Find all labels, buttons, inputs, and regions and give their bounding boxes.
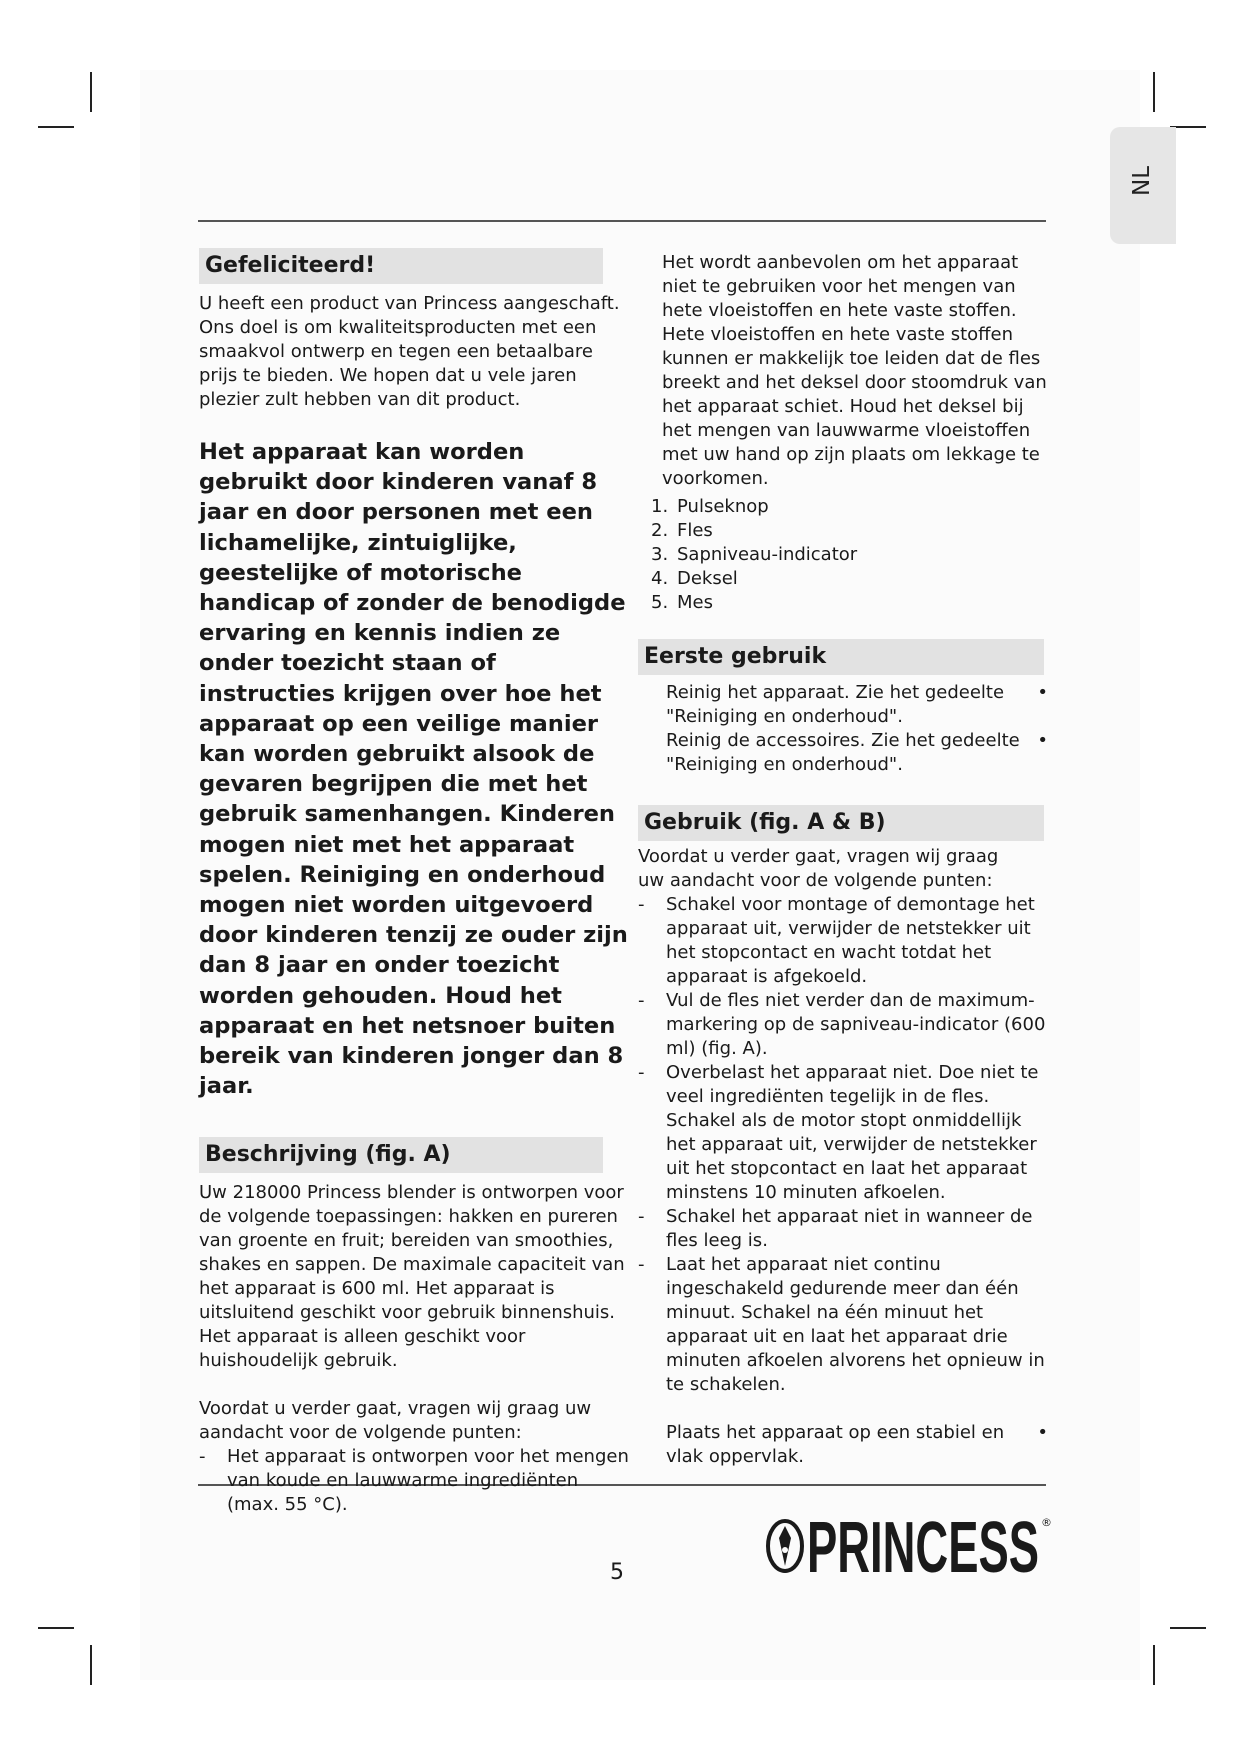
- dash-bullet: -: [638, 1062, 645, 1083]
- item-text: Reinig de accessoires. Zie het gedeelte "Reiniging en onderhoud".: [666, 730, 1020, 775]
- dash-bullet: -: [199, 1446, 206, 1468]
- list-item: [638, 495, 1058, 519]
- dash-bullet: -: [638, 1206, 645, 1227]
- left-column: [199, 248, 629, 1517]
- list-item: [638, 1253, 1048, 1397]
- bullet-dot: •: [1037, 730, 1048, 751]
- dash-bullet: -: [638, 1254, 645, 1275]
- item-label: Sapniveau-indicator: [677, 544, 858, 565]
- bullet-dot: •: [1037, 682, 1048, 703]
- first-use-list: [638, 681, 1058, 777]
- item-label: Mes: [677, 592, 713, 613]
- usage-intro: Voordat u verder gaat, vragen wij graag uw aandacht voor de volgende punten:: [638, 846, 999, 891]
- item-text: Vul de fles niet verder dan de maximum-markering op de sapniveau-indicator (600 ml) (fig. A).: [666, 990, 1046, 1059]
- list-item: [638, 591, 1058, 615]
- dash-bullet: -: [638, 894, 645, 915]
- description-text: Uw 218000 Princess blender is ontworpen voor de volgende toepassingen: hakken en pureren van groente en fruit; bereiden van smoothies, shakes en sappen. De maximale capaciteit van het apparaat is 600 ml. Het apparaat is uitsluitend geschikt voor gebruik binnenshuis. Het apparaat is alleen geschikt voor huishoudelijk gebruik.: [199, 1182, 625, 1372]
- list-item: [638, 1205, 1048, 1253]
- hot-liquid-warning: Het wordt aanbevolen om het apparaat niet te gebruiken voor het mengen van hete vloeistoffen en hete vaste stoffen. Hete vloeistoffen en hete vaste stoffen kunnen er makkelijk toe leiden dat de fles breekt and het deksel door stoomdruk van het apparaat schiet. Houd het deksel bij het mengen van lauwwarme vloeistoffen met uw hand op zijn plaats om lekkage te voorkomen.: [662, 252, 1047, 489]
- safety-text: Het apparaat kan worden gebruikt door kinderen vanaf 8 jaar en door personen met een lichamelijke, zintuiglijke, geestelijke of motorische handicap of zonder de benodigde ervaring en kennis indien ze onder toezicht staan of instructies krijgen over hoe het apparaat op een veilige manier kan worden gebruikt alsook de gevaren begrijpen die met het gebruik samenhangen. Kinderen mogen niet met het apparaat spelen. Reiniging en onderhoud mogen niet worden uitgevoerd door kinderen tenzij ze ouder zijn dan 8 jaar en onder toezicht worden gehouden. Houd het apparaat en het netsnoer buiten bereik van kinderen jonger dan 8 jaar.: [199, 439, 628, 1100]
- congrats-text: U heeft een product van Princess aangeschaft. Ons doel is om kwaliteitsproducten met een smaakvol ontwerp en tegen een betaalbare prijs te bieden. We hopen dat u vele jaren plezier zult hebben van dit product.: [199, 293, 620, 410]
- page-number: 5: [610, 1560, 624, 1585]
- list-item: [638, 567, 1058, 591]
- crown-emblem-icon: [768, 1521, 802, 1571]
- crop-mark: [1153, 1645, 1155, 1685]
- attention-item: [199, 1445, 629, 1517]
- item-number: 5.: [651, 592, 669, 613]
- list-item: [638, 729, 1058, 777]
- parts-list: [638, 495, 1058, 615]
- item-number: 3.: [651, 544, 669, 565]
- crop-mark: [38, 1627, 74, 1629]
- item-text: Laat het apparaat niet continu ingeschakeld gedurende meer dan één minuut. Schakel na één minuut het apparaat uit en laat het apparaat drie minuten afkoelen alvorens het opnieuw in te schakelen.: [666, 1254, 1045, 1395]
- item-text: Plaats het apparaat op een stabiel en vlak oppervlak.: [666, 1422, 1005, 1467]
- crop-mark: [38, 126, 74, 128]
- item-text: Overbelast het apparaat niet. Doe niet te veel ingrediënten tegelijk in de fles. Schakel als de motor stopt onmiddellijk het apparaat uit, verwijder de netstekker uit het stopcontact en laat het apparaat minstens 10 minuten afkoelen.: [666, 1062, 1039, 1203]
- list-item: [638, 893, 1048, 989]
- item-number: 2.: [651, 520, 669, 541]
- language-label: NL: [1129, 165, 1155, 197]
- right-column: [638, 251, 1058, 1469]
- item-number: 1.: [651, 496, 669, 517]
- list-item: [638, 519, 1058, 543]
- attention-intro: Voordat u verder gaat, vragen wij graag uw aandacht voor de volgende punten:: [199, 1398, 592, 1444]
- item-number: 4.: [651, 568, 669, 589]
- registered-mark: ®: [1041, 1516, 1052, 1529]
- brand-wordmark: PRINCESS: [807, 1508, 1039, 1583]
- bullet-dot: •: [1037, 1422, 1048, 1443]
- dash-bullet: -: [638, 990, 645, 1011]
- list-item: [638, 681, 1058, 729]
- item-text: Schakel voor montage of demontage het apparaat uit, verwijder de netstekker uit het stopcontact en wacht totdat het apparaat is afgekoeld.: [666, 894, 1035, 987]
- crop-mark: [90, 1645, 92, 1685]
- crop-mark: [1170, 1627, 1206, 1629]
- item-label: Fles: [677, 520, 713, 541]
- item-text: Schakel het apparaat niet in wanneer de fles leeg is.: [666, 1206, 1033, 1251]
- crop-mark: [1153, 72, 1155, 112]
- first-use-heading: Eerste gebruik: [638, 639, 1044, 675]
- item-text: Reinig het apparaat. Zie het gedeelte "Reiniging en onderhoud".: [666, 682, 1005, 727]
- princess-logo: [763, 1508, 1053, 1583]
- crop-mark: [90, 72, 92, 112]
- usage-heading: Gebruik (fig. A & B): [638, 805, 1044, 841]
- item-label: Deksel: [677, 568, 738, 589]
- list-item: [638, 1061, 1048, 1205]
- congrats-heading: Gefeliciteerd!: [199, 248, 603, 284]
- item-label: Pulseknop: [677, 496, 769, 517]
- list-item: [638, 543, 1058, 567]
- top-rule: [198, 220, 1046, 222]
- placement-item: [638, 1421, 1058, 1469]
- list-item: [638, 989, 1048, 1061]
- attention-item-text: Het apparaat is ontworpen voor het mengen van koude en lauwwarme ingrediënten (max. 55 °C).: [227, 1446, 629, 1516]
- description-heading: Beschrijving (fig. A): [199, 1137, 603, 1173]
- usage-list: [638, 893, 1058, 1397]
- language-tab: [1110, 127, 1176, 244]
